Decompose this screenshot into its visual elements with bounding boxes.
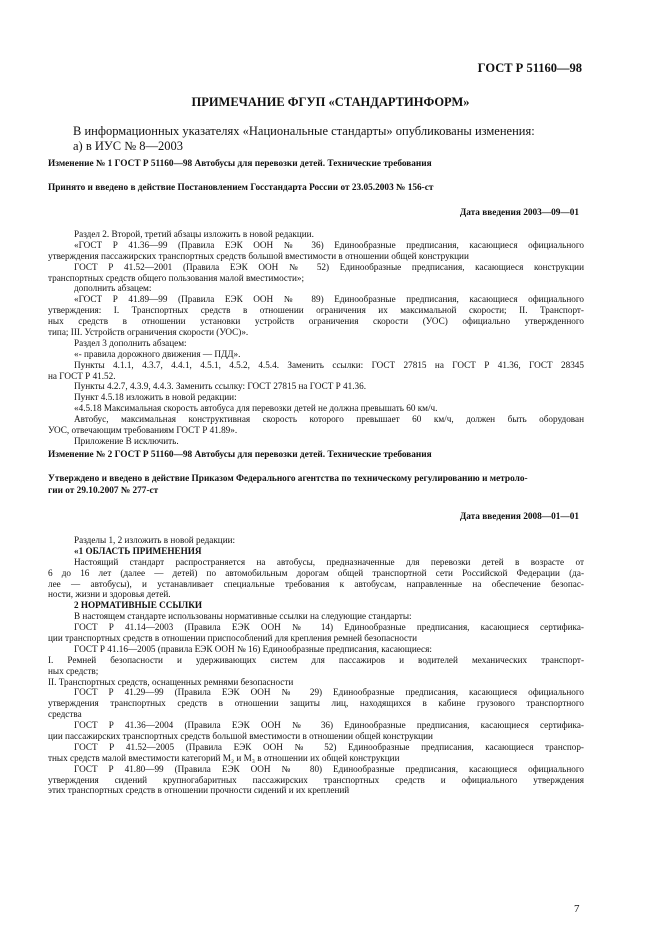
change1-heading: Изменение № 1 ГОСТ Р 51160—98 Автобусы для перевозки детей. Технические требования — [48, 159, 432, 169]
text-line: ных средств в отношении установки устройств ограничения скорости (УОС) официально утвержденного — [48, 316, 584, 327]
text-line: II. Транспортных средств, оснащенных ремнями безопасности — [48, 676, 294, 687]
text-line: «ГОСТ Р 41.36—99 (Правила ЕЭК ООН № 36) Единообразные предписания, касающиеся официального — [74, 239, 584, 250]
text-line: УОС, отвечающим требованиям ГОСТ Р 41.89». — [48, 425, 238, 436]
text-line: Приложение В исключить. — [74, 435, 179, 446]
text-line: ГОСТ Р 41.29—99 (Правила ЕЭК ООН № 29) Единообразные предписания, касающиеся официального — [74, 687, 584, 698]
change2-body — [48, 535, 584, 796]
change2-heading: Изменение № 2 ГОСТ Р 51160—98 Автобусы для перевозки детей. Технические требования — [48, 450, 432, 460]
intro-line-2: а) в ИУС № 8—2003 — [73, 139, 184, 153]
text-line: Раздел 2. Второй, третий абзацы изложить в новой редакции. — [74, 229, 314, 239]
page-number: 7 — [574, 903, 580, 915]
change1-accepted: Принято и введено в действие Постановлением Госстандарта России от 23.05.2003 № 156-ст — [48, 183, 434, 193]
text-line: «4.5.18 Максимальная скорость автобуса для перевозки детей не должна превышать 60 км/ч. — [74, 403, 438, 414]
change1-date: Дата введения 2003—09—01 — [459, 208, 579, 218]
text-line: типа; III. Устройств ограничения скорости (УОС)». — [48, 327, 249, 338]
text-line: утверждения транспортных средств в отношении защиты лиц, находящихся в кабине грузового транспортного — [48, 698, 584, 709]
text-line: ГОСТ Р 41.16—2005 (правила ЕЭК ООН № 16) Единообразные предписания, касающиеся: — [74, 643, 432, 654]
text-line: средства — [48, 709, 82, 720]
text-line: транспортных средств общего пользования малой вместимости»; — [48, 272, 305, 283]
text-line: на ГОСТ Р 41.52. — [48, 370, 116, 381]
note-title: ПРИМЕЧАНИЕ ФГУП «СТАНДАРТИНФОРМ» — [191, 95, 470, 109]
text-line: Пункт 4.5.18 изложить в новой редакции: — [74, 392, 237, 403]
text-line: утверждения пассажирских транспортных средств большой вместимости в отношении общей конструкции — [48, 250, 469, 261]
text-line: Разделы 1, 2 изложить в новой редакции: — [74, 535, 236, 545]
text-line: Настоящий стандарт распространяется на автобусы, предназначенные для перевозки детей в возрасте от — [74, 556, 584, 567]
document-header: ГОСТ Р 51160—98 — [477, 61, 582, 75]
text-line: тных средств малой вместимости категорий M₂ и M₃ в отношении их общей конструкции — [48, 752, 400, 763]
text-line: Раздел 3 дополнить абзацем: — [74, 337, 187, 348]
text-line: дополнить абзацем: — [74, 283, 152, 294]
text-line: Пункты 4.1.1, 4.3.7, 4.4.1, 4.5.1, 4.5.2, 4.5.4. Заменить ссылки: ГОСТ 27815 на ГОСТ Р 41.36, ГОСТ 28345 — [74, 359, 584, 370]
text-line: Автобус, максимальная конструктивная скорость которого превышает 60 км/ч, должен быть оборудован — [74, 414, 584, 425]
text-line: ции пассажирских транспортных средств большой вместимости в отношении общей конструкции — [48, 731, 433, 742]
text-line: Пункты 4.2.7, 4.3.9, 4.4.3. Заменить ссылку: ГОСТ 27815 на ГОСТ Р 41.36. — [74, 381, 367, 392]
text-line: «ГОСТ Р 41.89—99 (Правила ЕЭК ООН № 89) Единообразные предписания, касающиеся официального — [74, 294, 584, 305]
text-line: ных средств; — [48, 665, 99, 676]
text-line: утверждения сидений крупногабаритных пассажирских транспортных средств и официального утверждения — [48, 774, 584, 785]
text-line: ГОСТ Р 41.80—99 (Правила ЕЭК ООН № 80) Единообразные предписания, касающиеся официального — [74, 763, 584, 774]
text-line: утверждения: I. Транспортных средств в отношении ограничения их максимальной скорости; II. Транспорт- — [48, 305, 584, 316]
text-line: ГОСТ Р 41.52—2005 (Правила ЕЭК ООН № 52) Единообразные предписания, касающиеся транспор- — [74, 741, 584, 752]
text-line: лее — автобусы), и устанавливает специальные требования к автобусам, направленные на обеспечение безопас- — [48, 578, 584, 589]
text-line: 6 до 16 лет (далее — детей) по автомобильным дорогам общей транспортной сети Российской Федерации (да- — [48, 567, 584, 578]
change2-approved-line-2: гии от 29.10.2007 № 277-ст — [48, 486, 159, 496]
change2-date: Дата введения 2008—01—01 — [459, 512, 579, 522]
text-line: «- правила дорожного движения — ПДД». — [74, 348, 241, 359]
intro-line-1: В информационных указателях «Национальные стандарты» опубликованы изменения: — [73, 124, 535, 138]
section-title: 2 НОРМАТИВНЫЕ ССЫЛКИ — [74, 600, 203, 611]
change1-body — [48, 229, 584, 447]
text-line: ности, жизни и здоровья детей. — [48, 589, 171, 600]
change2-approved-line-1: Утверждено и введено в действие Приказом Федерального агентства по техническому регулированию и метроло- — [48, 474, 528, 484]
text-line: ГОСТ Р 41.14—2003 (Правила ЕЭК ООН № 14) Единообразные предписания, касающиеся сертифика- — [74, 622, 584, 633]
text-line: этих транспортных средств в отношении прочности сидений и их креплений — [48, 785, 350, 796]
text-line: ГОСТ Р 41.36—2004 (Правила ЕЭК ООН № 36) Единообразные предписания, касающиеся сертифика- — [74, 720, 584, 731]
text-line: ции транспортных средств в отношении приспособлений для крепления ремней безопасности — [48, 633, 418, 644]
text-line: ГОСТ Р 41.52—2001 (Правила ЕЭК ООН № 52) Единообразные предписания, касающиеся конструкции — [74, 261, 584, 272]
text-line: В настоящем стандарте использованы нормативные ссылки на следующие стандарты: — [74, 611, 412, 622]
section-title: «1 ОБЛАСТЬ ПРИМЕНЕНИЯ — [74, 545, 202, 556]
text-line: I. Ремней безопасности и удерживающих систем для пассажиров и водителей механических транспорт- — [48, 654, 584, 665]
